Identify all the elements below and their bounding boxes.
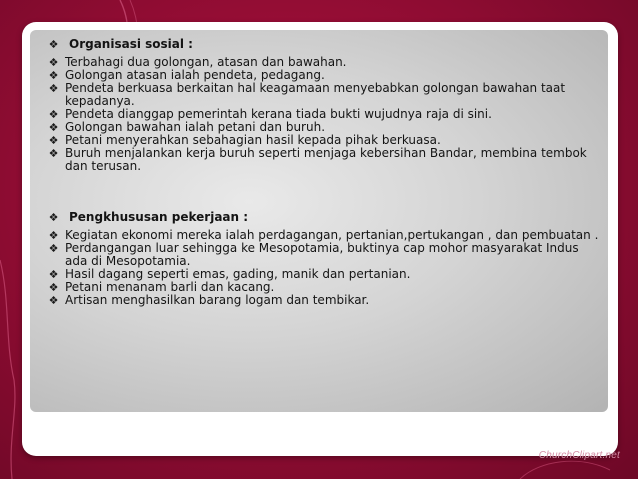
diamond-bullet-icon: ❖: [48, 121, 59, 134]
clipart-credit: ChurchClipart.net: [538, 450, 620, 461]
section-heading-text: Pengkhususan pekerjaan :: [69, 210, 249, 224]
list-item-text: Golongan atasan ialah pendeta, pedagang.: [65, 68, 325, 82]
list-item-text: Buruh menjalankan kerja buruh seperti menjaga kebersihan Bandar, membina tembok dan terusan.: [65, 146, 587, 173]
diamond-bullet-icon: ❖: [48, 294, 59, 307]
diamond-bullet-icon: ❖: [48, 242, 59, 255]
section-heading: [48, 211, 600, 224]
list-item-text: Perdangangan luar sehingga ke Mesopotamia, buktinya cap mohor masyarakat Indus ada di Mesopotamia.: [65, 241, 579, 268]
diamond-bullet-icon: ❖: [48, 82, 59, 95]
list-item-text: Pendeta dianggap pemerintah kerana tiada bukti wujudnya raja di sini.: [65, 107, 492, 121]
list-item-text: Golongan bawahan ialah petani dan buruh.: [65, 120, 326, 134]
list-item-text: Pendeta berkuasa berkaitan hal keagamaan menyebabkan golongan bawahan taat kepadanya.: [65, 81, 566, 108]
list-item-text: Hasil dagang seperti emas, gading, manik dan pertanian.: [65, 267, 411, 281]
list-item-text: Petani menanam barli dan kacang.: [65, 280, 275, 294]
diamond-bullet-icon: ❖: [48, 211, 59, 224]
list-item: [48, 242, 600, 268]
diamond-bullet-icon: ❖: [48, 56, 59, 69]
diamond-bullet-icon: ❖: [48, 108, 59, 121]
diamond-bullet-icon: ❖: [48, 134, 59, 147]
section-spacer: [48, 173, 600, 211]
list-item: [48, 294, 600, 307]
diamond-bullet-icon: ❖: [48, 281, 59, 294]
list-item: [48, 82, 600, 108]
list-item: [48, 147, 600, 173]
list-item-text: Terbahagi dua golongan, atasan dan bawahan.: [65, 55, 347, 69]
slide-content: [48, 38, 600, 307]
diamond-bullet-icon: ❖: [48, 69, 59, 82]
diamond-bullet-icon: ❖: [48, 38, 59, 51]
section-heading: [48, 38, 600, 51]
diamond-bullet-icon: ❖: [48, 147, 59, 160]
list-item-text: Kegiatan ekonomi mereka ialah perdagangan, pertanian,pertukangan , dan pembuatan .: [65, 228, 599, 242]
list-item-text: Petani menyerahkan sebahagian hasil kepada pihak berkuasa.: [65, 133, 441, 147]
section-heading-text: Organisasi sosial :: [69, 37, 193, 51]
list-item-text: Artisan menghasilkan barang logam dan tembikar.: [65, 293, 370, 307]
diamond-bullet-icon: ❖: [48, 268, 59, 281]
diamond-bullet-icon: ❖: [48, 229, 59, 242]
